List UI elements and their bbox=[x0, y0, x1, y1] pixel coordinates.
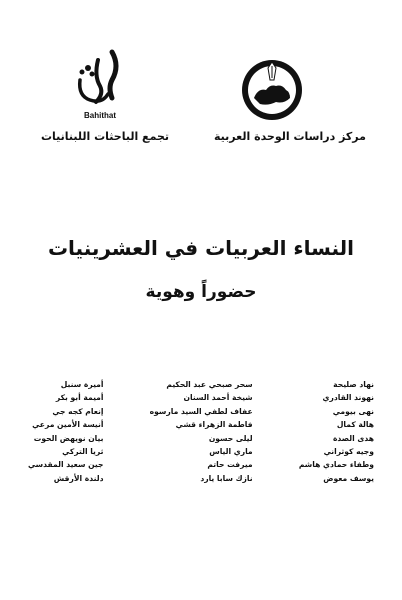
author-name: عفاف لطفي السيد مارسوه bbox=[149, 406, 253, 416]
authors-column bbox=[28, 378, 103, 518]
author-name: ليلى حسون bbox=[208, 433, 253, 443]
author-name: وجيه كوثراني bbox=[323, 446, 374, 456]
author-name: جين سعيد المقدسي bbox=[28, 460, 104, 470]
author-name: ثريا التركي bbox=[62, 446, 104, 456]
author-name: شيخة أحمد السنان bbox=[183, 393, 253, 403]
book-title: النساء العربيات في العشرينيات bbox=[47, 236, 355, 260]
caus-name: مركز دراسات الوحدة العربية bbox=[214, 130, 366, 143]
author-name: وطفاء حمادي هاشم bbox=[298, 460, 374, 470]
bahithat-logo bbox=[68, 46, 132, 122]
bahithat-logo-caption: Bahithat bbox=[84, 111, 116, 120]
authors-column bbox=[299, 378, 374, 518]
author-name: أميمة أبو بكر bbox=[55, 393, 104, 403]
authors-column bbox=[150, 378, 253, 518]
author-name: نهاد صليحة bbox=[333, 380, 374, 389]
author-name: إنعام كجه جي bbox=[52, 406, 104, 416]
author-name: يوسف معوض bbox=[323, 473, 374, 483]
author-name: نازك سابا يارد bbox=[200, 473, 253, 483]
author-name: هدى الصدة bbox=[332, 433, 374, 443]
author-name: ماري الياس bbox=[209, 446, 253, 456]
author-name: هالة كمال bbox=[336, 420, 374, 430]
author-name: نهوند القادري bbox=[322, 393, 374, 403]
author-name: فاطمة الزهراء قشي bbox=[175, 420, 253, 430]
author-name: أنيسة الأمين مرعي bbox=[32, 420, 104, 430]
caus-logo bbox=[240, 58, 304, 122]
bahithat-name: تجمع الباحثات اللبنانيات bbox=[40, 130, 170, 143]
author-name: بيان نويهض الحوت bbox=[33, 433, 104, 443]
authors-list bbox=[28, 378, 374, 518]
book-subtitle: حضوراً وهوية bbox=[145, 282, 257, 302]
author-name: أميرة سنبل bbox=[60, 380, 104, 389]
author-name: ميرفت حاتم bbox=[207, 460, 253, 470]
author-name: سحر صبحي عبد الحكيم bbox=[166, 380, 253, 389]
author-name: نهى بيومي bbox=[332, 406, 374, 416]
author-name: دلندة الأرقش bbox=[53, 473, 104, 483]
